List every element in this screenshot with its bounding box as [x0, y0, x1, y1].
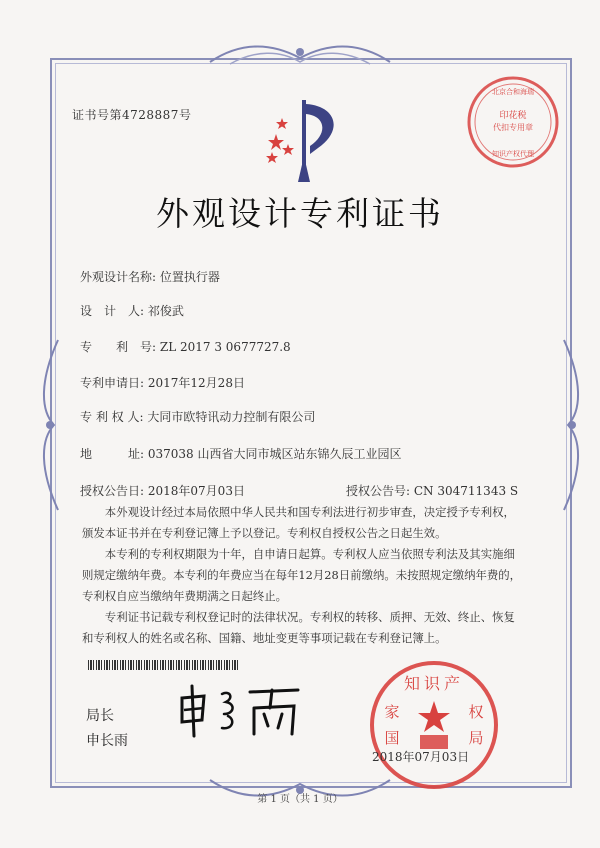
filing-date-row	[80, 374, 245, 391]
grant-number-row	[346, 482, 518, 499]
body-paragraph: 本专利的专利权期限为十年，自申请日起算。专利权人应当依照专利法及其实施细则规定缴纳年费。本专利的年费应当在每年12月28日前缴纳。未按照规定缴纳年费的，专利权自应当缴纳年费期满之日起终止。	[82, 547, 522, 603]
page-number: 第 1 页（共 1 页）	[257, 794, 343, 805]
director-signature	[176, 680, 306, 740]
certificate-body	[82, 502, 522, 649]
svg-text:国: 国	[384, 729, 400, 747]
grant-date-row	[80, 482, 245, 499]
designer-label: 设 计 人:	[80, 304, 145, 318]
svg-text:知识产权代理: 知识产权代理	[492, 150, 534, 158]
patent-number-label: 专 利 号:	[80, 340, 157, 354]
design-name-row	[80, 268, 220, 285]
agency-seal-stamp	[463, 72, 563, 172]
right-ornament	[558, 330, 584, 520]
seal-date: 2018年07月03日	[372, 750, 470, 764]
body-paragraph: 专利证书记载专利权登记时的法律状况。专利权的转移、质押、无效、终止、恢复和专利权人的姓名或名称、国籍、地址变更等事项记载在专利登记簿上。	[82, 610, 515, 645]
sipo-official-seal	[364, 655, 504, 795]
director-name: 申长雨	[86, 733, 128, 749]
filing-date-label: 专利申请日:	[80, 376, 145, 390]
patentee-row	[80, 408, 315, 425]
address-row	[80, 445, 402, 462]
barcode	[88, 660, 240, 670]
patentee-value: 大同市欧特讯动力控制有限公司	[147, 410, 316, 424]
designer-value: 祁俊武	[147, 304, 184, 318]
director-title: 局长	[86, 708, 114, 724]
top-ornament	[200, 40, 400, 70]
grant-number-label: 授权公告号:	[346, 484, 411, 498]
svg-text:家: 家	[384, 703, 400, 721]
svg-text:印花税: 印花税	[499, 111, 527, 121]
certificate-number: 证书号第4728887号	[72, 108, 192, 122]
grant-number-value: CN 304711343 S	[413, 484, 519, 498]
address-value: 037038 山西省大同市城区站东锦久辰工业园区	[147, 447, 402, 461]
filing-date-value: 2017年12月28日	[147, 376, 245, 390]
svg-text:局: 局	[468, 729, 484, 747]
patent-number-value: ZL 2017 3 0677727.8	[159, 340, 291, 354]
svg-text:代扣专用章: 代扣专用章	[493, 123, 533, 132]
body-paragraph: 本外观设计经过本局依照中华人民共和国专利法进行初步审查，决定授予专利权，颁发本证书并在专利登记簿上予以登记。专利权自授权公告之日起生效。	[82, 505, 515, 540]
address-label: 地 址:	[80, 447, 145, 461]
patentee-label: 专 利 权 人:	[80, 410, 144, 424]
svg-text:北京合和海瑞: 北京合和海瑞	[492, 88, 534, 96]
left-ornament	[38, 330, 64, 520]
design-name-value: 位置执行器	[159, 270, 220, 284]
designer-row	[80, 302, 184, 319]
grant-date-value: 2018年07月03日	[147, 484, 245, 498]
sipo-logo	[258, 96, 358, 186]
svg-text:权: 权	[468, 703, 484, 721]
grant-date-label: 授权公告日:	[80, 484, 145, 498]
design-name-label: 外观设计名称:	[80, 270, 157, 284]
svg-text:知识产: 知识产	[403, 674, 465, 693]
patent-number-row	[80, 338, 291, 355]
certificate-title: 外观设计专利证书	[156, 194, 444, 233]
